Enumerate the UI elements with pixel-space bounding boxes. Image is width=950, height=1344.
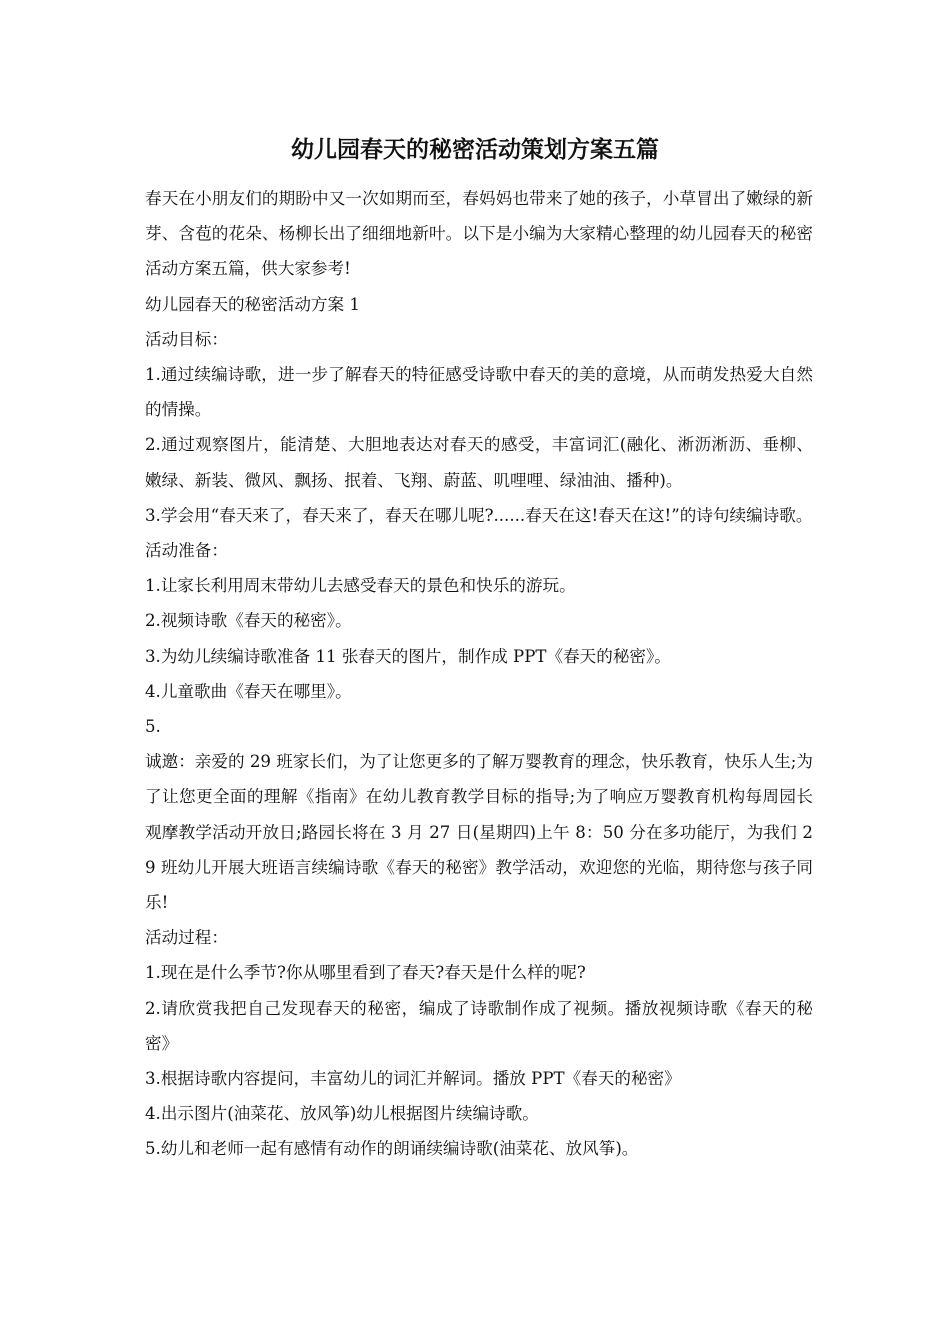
preparation-item-4: 4.儿童歌曲《春天在哪里》。 — [145, 681, 352, 701]
heading-activity-goals: 活动目标： — [145, 329, 228, 349]
preparation-item-5: 5. — [145, 717, 161, 737]
section-heading-plan-1: 幼儿园春天的秘密活动方案 1 — [145, 294, 360, 314]
document-body — [145, 181, 813, 1167]
preparation-item-3: 3.为幼儿续编诗歌准备 11 张春天的图片，制作成 PPT《春天的秘密》。 — [145, 646, 671, 666]
process-item-4: 4.出示图片(油菜花、放风筝)幼儿根据图片续编诗歌。 — [145, 1104, 539, 1124]
document-title: 幼儿园春天的秘密活动策划方案五篇 — [291, 136, 659, 163]
intro-paragraph: 春天在小朋友们的期盼中又一次如期而至，春妈妈也带来了她的孩子，小草冒出了嫩绿的新芽、含苞的花朵、杨柳长出了细细地新叶。以下是小编为大家精心整理的幼儿园春天的秘密活动方案五篇，供大家参考! — [145, 189, 813, 279]
preparation-item-1: 1.让家长利用周末带幼儿去感受春天的景色和快乐的游玩。 — [145, 576, 576, 596]
goal-item-1: 1.通过续编诗歌，进一步了解春天的特征感受诗歌中春天的美的意境，从而萌发热爱大自然的情操。 — [145, 365, 813, 420]
heading-activity-preparation: 活动准备： — [145, 541, 228, 561]
process-item-1: 1.现在是什么季节?你从哪里看到了春天?春天是什么样的呢? — [145, 963, 586, 983]
goal-item-2: 2.通过观察图片，能清楚、大胆地表达对春天的感受，丰富词汇(融化、淅沥淅沥、垂柳、嫩绿、新装、微风、飘扬、抿着、飞翔、蔚蓝、叽哩哩、绿油油、播种)。 — [145, 435, 813, 490]
heading-activity-process: 活动过程： — [145, 928, 228, 948]
process-item-3: 3.根据诗歌内容提问，丰富幼儿的词汇并解词。播放 PPT《春天的秘密》 — [145, 1069, 681, 1089]
process-item-2: 2.请欣赏我把自己发现春天的秘密，编成了诗歌制作成了视频。播放视频诗歌《春天的秘密》 — [145, 998, 813, 1053]
invitation-paragraph: 诚邀：亲爱的 29 班家长们，为了让您更多的了解万婴教育的理念，快乐教育，快乐人生;为了让您更全面的理解《指南》在幼儿教育教学目标的指导;为了响应万婴教育机构每周园长观摩教学活动开放日;路园长将在 3 月 27 日(星期四)上午 8：50 分在多功能厅，为我们 29 班幼儿开展大班语言续编诗歌《春天的秘密》教学活动，欢迎您的光临，期待您与孩子同乐! — [145, 752, 813, 913]
goal-item-3: 3.学会用“春天来了，春天来了，春天在哪儿呢?......春天在这!春天在这!”的诗句续编诗歌。 — [145, 505, 813, 525]
preparation-item-2: 2.视频诗歌《春天的秘密》。 — [145, 611, 352, 631]
process-item-5: 5.幼儿和老师一起有感情有动作的朗诵续编诗歌(油菜花、放风筝)。 — [145, 1139, 639, 1159]
